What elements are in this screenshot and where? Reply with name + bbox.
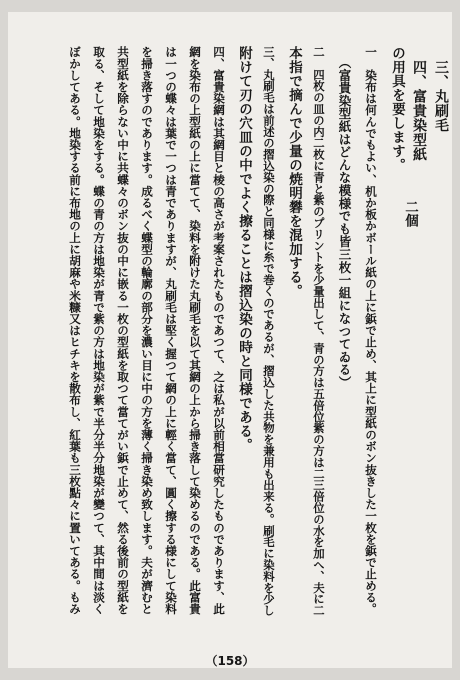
- text-column-4: 一 染布は何んでもよい、机か板かボール紙の上に鋲で止め、其上に型紙のボン抜きした一枚を鋲で止める。: [364, 46, 378, 615]
- text-column-3: の用具を要します。: [389, 46, 405, 172]
- quantity-label: 二個: [402, 200, 418, 227]
- text-column-15: 取る、そして地染をする。蝶の青の方は地染が青で紫の方は地染が紫で半分半分地染が變つて、其中間は淡く: [92, 46, 106, 615]
- text-column-9: 附けて刃の穴皿の中でよく擦ることは摺込染の時と同様である。: [236, 46, 252, 452]
- text-column-16: ぼかしてある。地染する前に布地の上に胡麻や米糠又はヒチキを散布し、紅葉も三枚點々に置いてある。もみ: [68, 46, 82, 615]
- text-column-7: 本指で摘んで少量の焼明礬を混加する。: [286, 46, 302, 298]
- text-column-14: 共型紙を除らない中に共蝶々のボン抜の中に嵌る一枚の型紙を取つて當てがい鋲で止めて、然る後前の型紙を: [116, 46, 130, 615]
- page-number: （158）: [205, 654, 255, 668]
- text-column-13: を掃き落すのであります。成るべく蝶型の輪廓の部分を濃い目に中の方を薄く掃き染め致します。夫が濟むと: [140, 46, 154, 615]
- text-column-5: （富貴染型紙はどんな模様でも皆三枚一組になつてゐる）: [337, 56, 352, 389]
- text-column-2: 四、富貴染型紙: [411, 60, 427, 162]
- text-column-8: 三、丸刷毛は前述の摺込染の際と同様に糸で巻くのであるが、摺込した共物を兼用も出来る。刷毛に染料を少し: [262, 46, 276, 616]
- text-column-10: 四、富貴染網は其網目と棱の高さが考案されたものであつて、之は私が以前相當研究したものであります、此: [212, 46, 226, 615]
- text-column-1: 三、丸刷毛: [433, 60, 449, 133]
- text-column-6: 二 四枚の皿の内二枚に青と紫のプリントを少量出して、青の方は五倍位紫の方は二三倍位の水を加へ、夫に二: [312, 46, 326, 616]
- text-column-11: 網を染布の上型紙の上に當てて、染料を附けた丸刷毛を以て其網の上から掃き落して染めるのである。此富貴: [188, 46, 202, 615]
- text-column-12: は一つの蝶々は葉で一つは青でありますが、丸刷毛は堅く握つて網の上に輕く當て、圓く擦する様にして染料: [164, 46, 178, 615]
